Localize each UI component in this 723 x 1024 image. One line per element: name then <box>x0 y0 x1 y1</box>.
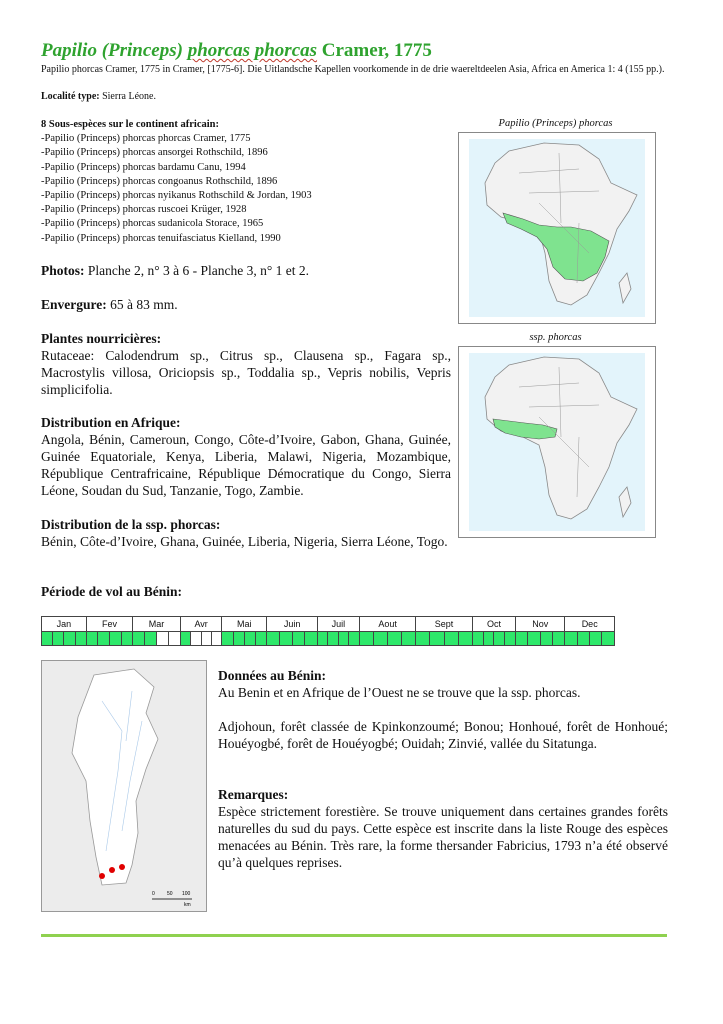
calendar-month: Nov <box>516 617 565 632</box>
calendar-week-active <box>430 632 444 646</box>
benin-map-svg <box>42 661 206 911</box>
calendar-week-active <box>244 632 255 646</box>
calendar-week-active <box>416 632 430 646</box>
calendar-week-active <box>328 632 338 646</box>
calendar-week-active <box>86 632 98 646</box>
host-plants-text: Rutaceae: Calodendrum sp., Citrus sp., Clausena sp., Fagara sp., Macrostylis villosa, Oriciopsis sp., Toddalia sp., Vepris nobilis, Vepris simplicifolia. <box>41 348 451 397</box>
calendar-month: Juil <box>317 617 359 632</box>
benin-data-section <box>218 667 668 871</box>
distribution-section <box>41 414 451 499</box>
calendar-week-active <box>267 632 280 646</box>
calendar-week-active <box>528 632 540 646</box>
calendar-week-active <box>222 632 233 646</box>
title-author: Cramer, 1775 <box>317 40 432 61</box>
photos-text: Planche 2, n° 3 à 6 - Planche 3, n° 1 et 2. <box>84 263 309 278</box>
calendar-week-active <box>98 632 110 646</box>
type-locality-label: Localité type: <box>41 91 100 102</box>
photos-label: Photos: <box>41 263 85 278</box>
host-plants-section <box>41 330 451 398</box>
subspecies-item: -Papilio (Princeps) phorcas ansorgei Rothschild, 1896 <box>41 147 268 159</box>
africa-map-species <box>458 132 656 324</box>
calendar-week-active <box>565 632 577 646</box>
calendar-week-inactive <box>211 632 221 646</box>
type-locality <box>41 91 156 102</box>
calendar-week-active <box>233 632 244 646</box>
calendar-week-active <box>553 632 565 646</box>
calendar-week-active <box>75 632 86 646</box>
photos-line <box>41 262 451 279</box>
subspecies-list <box>41 118 441 246</box>
calendar-week-active <box>505 632 516 646</box>
remarks-heading: Remarques: <box>218 787 289 802</box>
record-point <box>119 864 125 870</box>
calendar-week-active <box>577 632 589 646</box>
ssp-distribution-text: Bénin, Côte-d’Ivoire, Ghana, Guinée, Liberia, Nigeria, Sierra Léone, Togo. <box>41 534 448 549</box>
africa-map-species-svg <box>459 133 655 323</box>
wingspan-text: 65 à 83 mm. <box>106 297 178 312</box>
calendar-week-inactive <box>168 632 180 646</box>
calendar-week-active <box>133 632 145 646</box>
calendar-week-active <box>472 632 483 646</box>
distribution-label: Distribution en Afrique: <box>41 415 181 430</box>
calendar-week-active <box>317 632 327 646</box>
calendar-week-active <box>373 632 387 646</box>
flight-period-title: Période de vol au Bénin: <box>41 584 182 599</box>
subspecies-heading: 8 Sous-espèces sur le continent africain: <box>41 119 220 130</box>
title-genus: Papilio (Princeps) <box>41 40 183 61</box>
calendar-week-active <box>483 632 494 646</box>
calendar-month: Dec <box>565 617 615 632</box>
calendar-week-active <box>145 632 157 646</box>
subspecies-item: -Papilio (Princeps) phorcas tenuifasciatus Kielland, 1990 <box>41 232 281 244</box>
calendar-week-active <box>255 632 266 646</box>
calendar-month: Fev <box>86 617 132 632</box>
record-point <box>109 867 115 873</box>
calendar-week-active <box>279 632 292 646</box>
calendar-week-active <box>516 632 528 646</box>
distribution-text: Angola, Bénin, Cameroun, Congo, Côte-d’Ivoire, Gabon, Ghana, Guinée, Guinée Equatoriale, Kenya, Liberia, Malawi, Nigeria, Mozambique, République Centrafricaine, République Démocratique du Congo, Sierra Léone, Soudan du Sud, Tanzanie, Togo, Zambie. <box>41 432 451 498</box>
remarks-text: Espèce strictement forestière. Se trouve uniquement dans certaines grandes forêts naturelles du sud du pays. Cette espèce est inscrite dans la liste Rouge des espèces menacées au Bénin. Très rare, la forme thersander Fabricius, 1793 n’a été observé qu’à quelques reprises. <box>218 804 668 870</box>
benin-map <box>41 660 207 912</box>
calendar-week-active <box>458 632 472 646</box>
calendar-week-row <box>42 632 615 646</box>
calendar-week-inactive <box>201 632 211 646</box>
subspecies-item: -Papilio (Princeps) phorcas sudanicola Storace, 1965 <box>41 218 264 230</box>
benin-data-heading: Données au Bénin: <box>218 668 327 683</box>
calendar-week-active <box>305 632 318 646</box>
subspecies-item: -Papilio (Princeps) phorcas ruscoei Krüger, 1928 <box>41 204 247 216</box>
subspecies-item: -Papilio (Princeps) phorcas bardamu Canu, 1994 <box>41 161 246 173</box>
scale-label-100: 100 <box>182 891 191 897</box>
calendar-week-active <box>64 632 75 646</box>
calendar-week-active <box>444 632 458 646</box>
calendar-week-active <box>292 632 305 646</box>
calendar-week-active <box>109 632 121 646</box>
calendar-month: Oct <box>472 617 515 632</box>
map2-caption: ssp. phorcas <box>529 332 582 343</box>
calendar-month: Juin <box>267 617 318 632</box>
scale-label-km: km <box>184 902 191 908</box>
calendar-month: Mai <box>222 617 267 632</box>
host-plants-label: Plantes nourricières: <box>41 331 162 346</box>
ssp-distribution-label: Distribution de la ssp. phorcas: <box>41 517 221 532</box>
subspecies-item: -Papilio (Princeps) phorcas nyikanus Rothschild & Jordan, 1903 <box>41 190 312 202</box>
flight-period-calendar <box>41 616 615 646</box>
calendar-week-active <box>53 632 64 646</box>
type-locality-value: Sierra Léone. <box>99 91 156 102</box>
subspecies-item: -Papilio (Princeps) phorcas phorcas Cramer, 1775 <box>41 133 251 145</box>
calendar-week-active <box>349 632 360 646</box>
scale-label-50: 50 <box>167 891 173 897</box>
calendar-week-active <box>602 632 615 646</box>
calendar-month: Aout <box>359 617 415 632</box>
footer-rule <box>41 934 667 937</box>
title-species: phorcas phorcas <box>187 40 318 61</box>
calendar-month: Sept <box>416 617 472 632</box>
calendar-week-active <box>180 632 190 646</box>
calendar-week-active <box>338 632 348 646</box>
wingspan-label: Envergure: <box>41 297 107 312</box>
africa-map-ssp <box>458 346 656 538</box>
record-point <box>99 873 105 879</box>
benin-data-intro: Au Benin et en Afrique de l’Ouest ne se trouve que la ssp. phorcas. <box>218 685 581 700</box>
calendar-month: Jan <box>42 617 87 632</box>
calendar-week-active <box>388 632 402 646</box>
ssp-distribution-section <box>41 516 451 550</box>
calendar-week-inactive <box>157 632 169 646</box>
wingspan-line <box>41 296 451 313</box>
calendar-week-active <box>359 632 373 646</box>
calendar-week-active <box>121 632 133 646</box>
calendar-month: Avr <box>180 617 221 632</box>
page-title <box>41 40 432 62</box>
scale-label-0: 0 <box>152 891 155 897</box>
subspecies-item: -Papilio (Princeps) phorcas congoanus Rothschild, 1896 <box>41 175 278 187</box>
africa-map-ssp-svg <box>459 347 655 537</box>
calendar-week-active <box>42 632 53 646</box>
map1-caption: Papilio (Princeps) phorcas <box>498 118 613 129</box>
calendar-week-active <box>589 632 601 646</box>
calendar-week-active <box>540 632 552 646</box>
calendar-week-inactive <box>191 632 201 646</box>
calendar-month: Mar <box>133 617 181 632</box>
calendar-month-row <box>42 617 615 632</box>
original-description: Papilio phorcas Cramer, 1775 in Cramer, [1775-6]. Die Uitlandsche Kapellen voorkomende in de drie waereltdeelen Asia, Africa en America 1: 4 (155 pp.). <box>41 64 665 75</box>
benin-localities: Adjohoun, forêt classée de Kpinkonzoumé; Bonou; Honhoué, forêt de Honhoué; Houéyogbé, forêt de Houéyogbé; Ouidah; Zinvié, vallée du Sitatunga. <box>218 719 668 751</box>
calendar-week-active <box>494 632 505 646</box>
calendar-week-active <box>402 632 416 646</box>
